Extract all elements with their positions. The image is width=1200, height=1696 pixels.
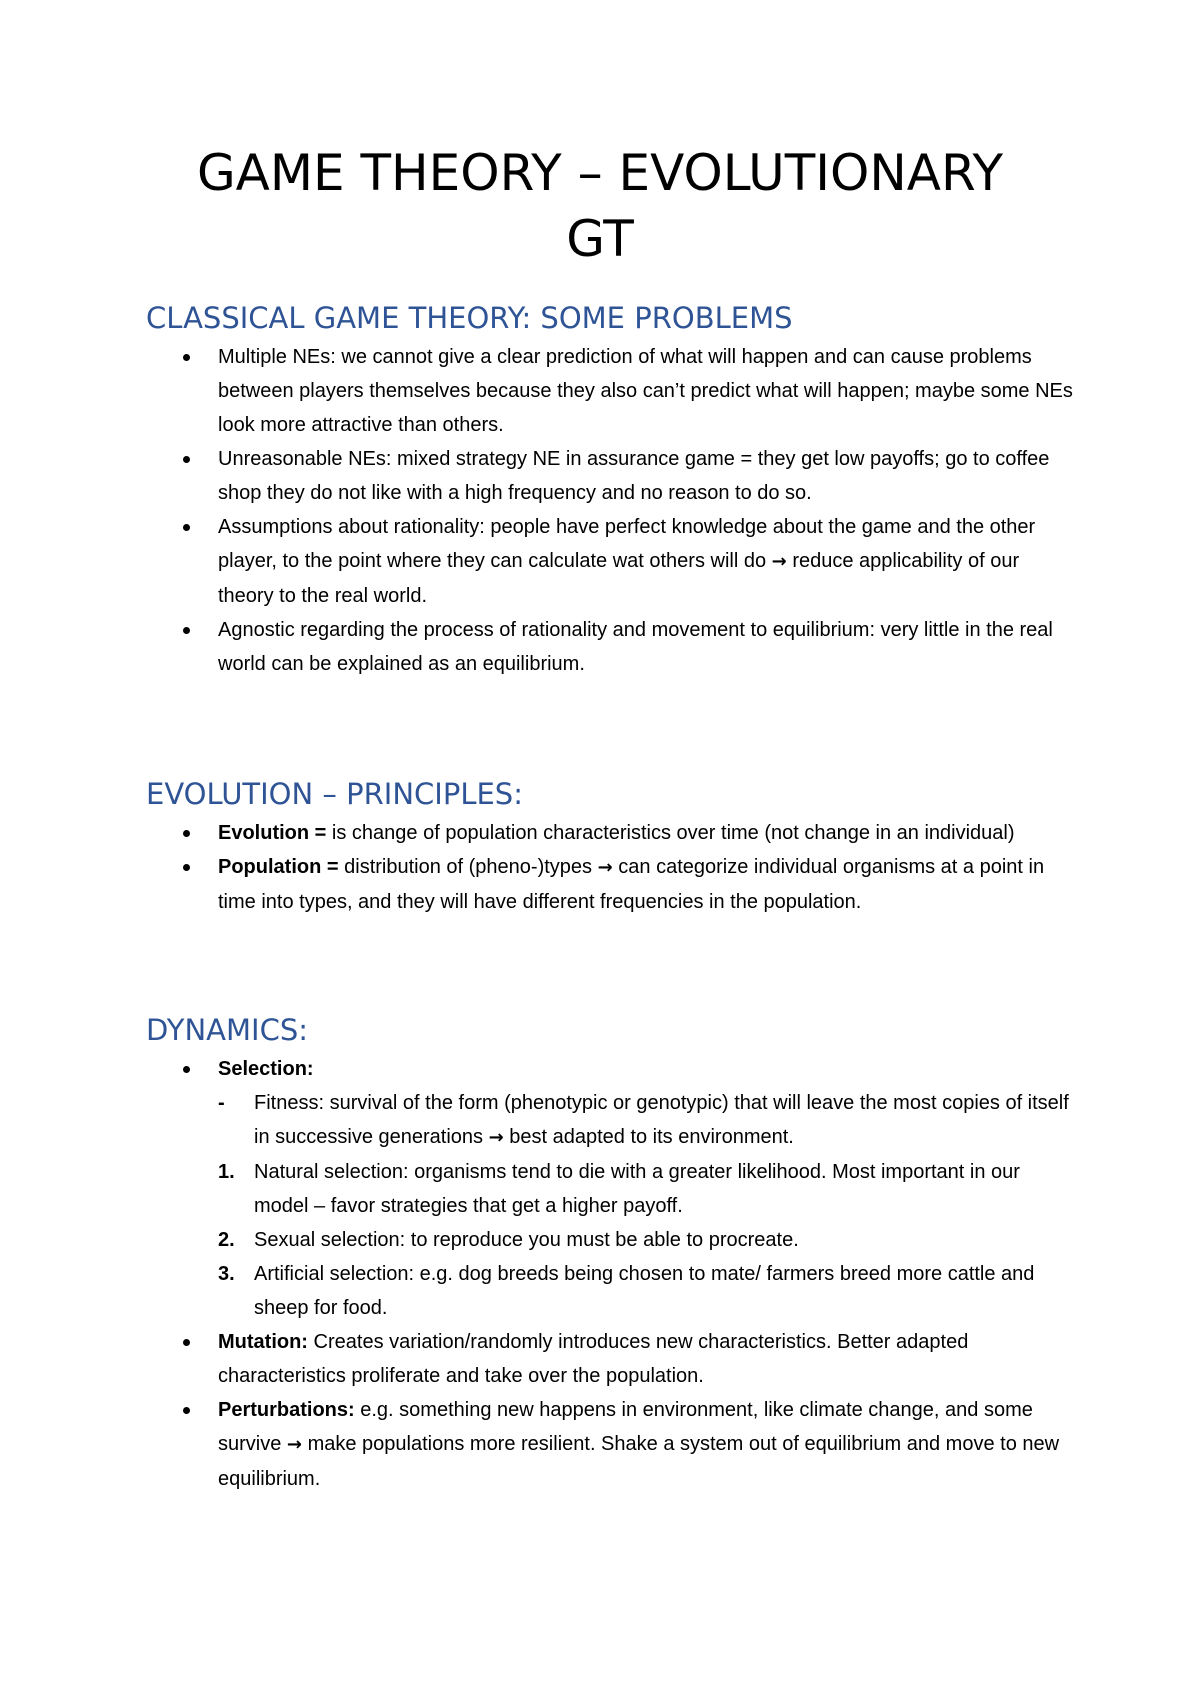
list-item <box>146 442 1076 510</box>
term-population: Population = <box>218 856 339 878</box>
list-item <box>146 613 1076 681</box>
list-item-text: Multiple NEs: we cannot give a clear prediction of what will happen and can cause problems between players themselves because they also can’t predict what will happen; maybe some NEs look more attractive than others. <box>218 346 1073 436</box>
sub-list-item <box>218 1223 1076 1257</box>
number-marker: 3. <box>218 1263 235 1285</box>
sub-list-item <box>218 1155 1076 1223</box>
section-heading: DYNAMICS: <box>146 1013 308 1047</box>
title-line-2: GT <box>566 210 634 268</box>
number-marker: 1. <box>218 1161 235 1183</box>
list-item-text: reduce applicability of our theory to the real world. <box>218 550 1020 607</box>
list-item-text: make populations more resilient. Shake a system out of equilibrium and move to new equilibrium. <box>218 1433 1060 1490</box>
list-item-text: is change of population characteristics over time (not change in an individual) <box>331 822 1015 844</box>
bullet-list <box>146 816 1076 919</box>
list-item-text: can categorize individual organisms at a point in time into types, and they will have different frequencies in the population. <box>218 856 1045 913</box>
arrow-right-icon: → <box>597 857 613 878</box>
list-item <box>146 1052 1076 1325</box>
list-item <box>146 510 1076 613</box>
list-item <box>146 1393 1076 1496</box>
term-selection: Selection: <box>218 1058 314 1080</box>
bullet-icon <box>183 864 190 871</box>
arrow-right-icon: → <box>286 1434 303 1455</box>
list-item <box>146 816 1076 850</box>
section-heading: CLASSICAL GAME THEORY: SOME PROBLEMS <box>146 301 793 335</box>
list-item-text: Agnostic regarding the process of rationality and movement to equilibrium: very little in the real world can be explained as an equilibrium. <box>218 619 1053 675</box>
list-item <box>146 1325 1076 1393</box>
sub-item-text: Natural selection: organisms tend to die with a greater likelihood. Most important in our model – favor strategies that get a higher payoff. <box>254 1161 1020 1217</box>
number-marker: 2. <box>218 1229 235 1251</box>
bullet-icon <box>183 1066 190 1073</box>
section-dynamics <box>146 1012 1076 1496</box>
list-item-text: e.g. something new happens in environment, like climate change, and some survive <box>218 1399 1033 1455</box>
bullet-list <box>146 340 1076 681</box>
bullet-list <box>146 1052 1076 1496</box>
sub-item-text: Fitness: survival of the form (phenotypic or genotypic) that will leave the most copies of itself in successive generations <box>254 1092 1069 1148</box>
document-title <box>100 140 1100 272</box>
bullet-icon <box>183 627 190 634</box>
sub-list-item <box>218 1086 1076 1155</box>
section-classical-game-theory <box>146 300 1076 681</box>
arrow-right-icon: → <box>488 1127 504 1148</box>
list-item-text: Unreasonable NEs: mixed strategy NE in assurance game = they get low payoffs; go to coffee shop they do not like with a high frequency and no reason to do so. <box>218 448 1050 504</box>
title-line-1: GAME THEORY – EVOLUTIONARY <box>196 144 1004 202</box>
bullet-icon <box>183 524 190 531</box>
list-item-text: Assumptions about rationality: people have perfect knowledge about the game and the other player, to the point where they can calculate wat others will do <box>218 516 1036 572</box>
arrow-right-icon: → <box>771 551 787 572</box>
sub-list <box>218 1086 1076 1325</box>
bullet-icon <box>183 1339 190 1346</box>
sub-item-text: Sexual selection: to reproduce you must be able to procreate. <box>254 1229 799 1251</box>
sub-item-text: best adapted to its environment. <box>509 1126 794 1148</box>
list-item-text: Creates variation/randomly introduces new characteristics. Better adapted characteristics proliferate and take over the population. <box>218 1331 969 1387</box>
bullet-icon <box>183 456 190 463</box>
term-mutation: Mutation: <box>218 1331 308 1353</box>
bullet-icon <box>183 354 190 361</box>
term-perturbations: Perturbations: <box>218 1399 355 1421</box>
section-heading: EVOLUTION – PRINCIPLES: <box>146 777 523 811</box>
dash-marker: - <box>218 1092 225 1114</box>
list-item <box>146 340 1076 442</box>
section-evolution-principles <box>146 776 1076 919</box>
sub-list-item <box>218 1257 1076 1325</box>
bullet-icon <box>183 1407 190 1414</box>
term-evolution: Evolution = <box>218 822 327 844</box>
list-item-text: distribution of (pheno-)types <box>344 856 593 878</box>
list-item <box>146 850 1076 919</box>
sub-item-text: Artificial selection: e.g. dog breeds being chosen to mate/ farmers breed more cattle and sheep for food. <box>254 1263 1035 1319</box>
bullet-icon <box>183 830 190 837</box>
